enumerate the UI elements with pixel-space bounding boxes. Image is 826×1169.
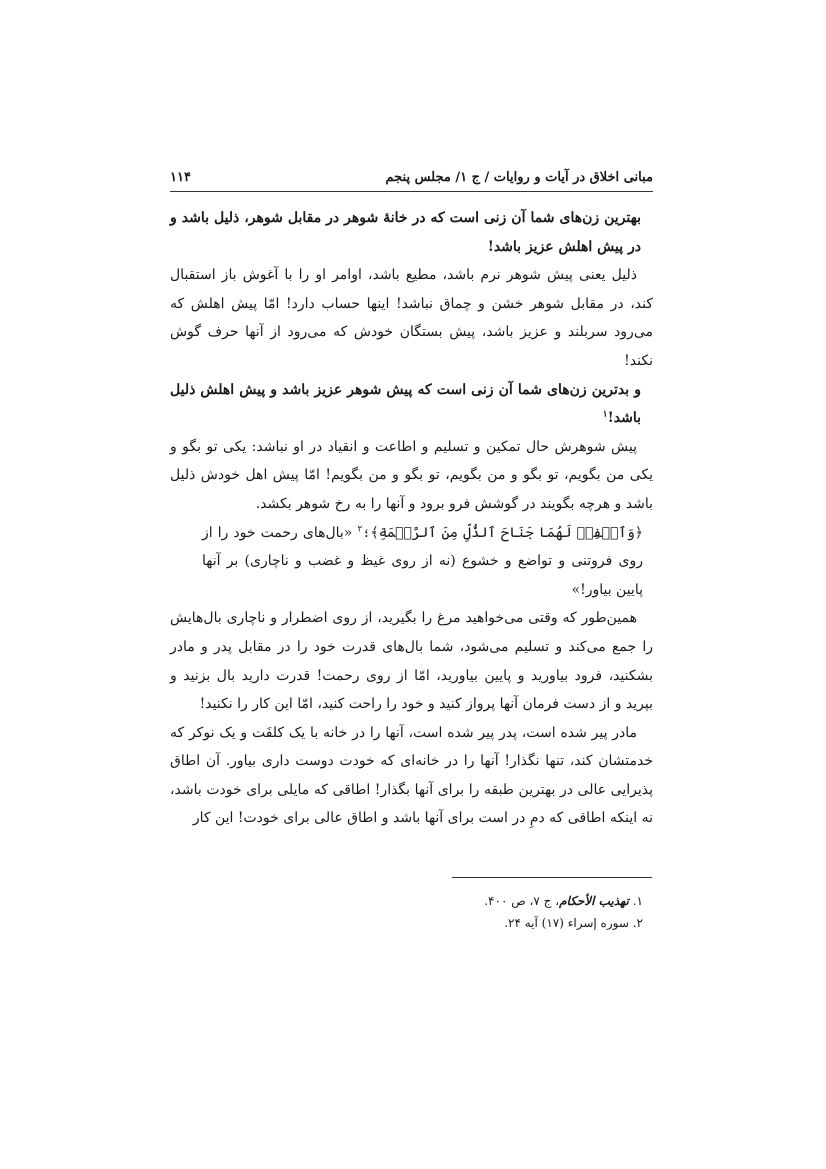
footnotes xyxy=(170,890,653,934)
page-number: ۱۱۴ xyxy=(170,170,191,185)
footnote-2 xyxy=(170,912,643,934)
footnote-number: ۱. xyxy=(632,894,643,908)
footnote-mark: ۲ xyxy=(357,523,363,534)
paragraph: پیش شوهرش حال تمکین و تسلیم و اطاعت و انقیاد در او نباشد: یکی تو بگو و یکی من بگویم، تو بگو و من بگویم، تو بگو و من بگویم! امّا پیش اهل خودش ذلیل باشد و هرچه بگویند در گوشش فرو برود و آنها را به رخ شوهر بکشد. xyxy=(170,438,653,512)
page-content xyxy=(170,170,653,833)
footnote-1 xyxy=(170,890,643,912)
running-header xyxy=(170,170,653,192)
paragraph: مادر پیر شده است، پدر پیر شده است، آنها را در خانه با یک کلفَت و یک نوکر که خدمتشان کند، تنها نگذار! آنها را در خانه‌ای که خودت دوست داری بیاور. آن اطاق پذیرایی عالی در بهترین طبقه را برای آنها بگذار! اطاقی که مایلی برای خودت باشد، نه اینکه اطاقی که دمِ در است برای آنها باشد و اطاق عالی برای خودت! این کار xyxy=(170,724,653,827)
quran-verse: ﴿وَٱخۡفِضۡ لَهُمَا جَنَاحَ ٱلذُّلِّ مِنَ ٱلرَّحۡمَةِ﴾؛ xyxy=(362,524,644,541)
paragraph: ذلیل یعنی پیش شوهر نرم باشد، مطیع باشد، اوامر او را با آغوش باز استقبال کند، در مقابل شوهر خشن و چماق نباشد! اینها حساب دارد! امّا پیش اهلش که می‌رود سربلند و عزیز باشد، پیش بستگان خودش که می‌رود از آنها حرف گوش نکند! xyxy=(170,267,653,369)
hadith-paragraph-2 xyxy=(170,376,653,433)
paragraph: همین‌طور که وقتی می‌خواهید مرغ را بگیرید، از روی اضطرار و ناچاری بال‌هایش را جمع می‌کند و تسلیم می‌شود، شما بال‌های قدرت خود را در مقابل پدر و مادر بشکنید، فرود بیاورید و پایین بیاورید، امّا از روی رحمت! قدرت دارید بال بزنید و بپرید و از دست فرمان آنها پرواز کنید و خود را راحت کنید، امّا این کار را نکنید! xyxy=(170,610,653,713)
footnote-reference: ، ج ۷، ص ۴۰۰. xyxy=(484,894,560,908)
quran-quote xyxy=(170,519,653,605)
footnote-book-title: تهذیب الأحکام xyxy=(559,894,629,908)
footnote-divider xyxy=(452,877,652,878)
footnote-number: ۲. xyxy=(632,916,643,930)
footnote-text: سوره إسراء (۱۷) آیه ۲۴. xyxy=(504,916,629,930)
footnote-mark: ۱ xyxy=(602,409,608,420)
hadith-text: و بدترین زن‌های شما آن زنی است که پیش شوهر عزیز باشد و پیش اهلش ذلیل باشد! xyxy=(170,381,641,427)
hadith-paragraph-1: بهترین زن‌های شما آن زنی است که در خانهٔ شوهر در مقابل شوهر، ذلیل باشد و در پیش اهلش عزیز باشد! xyxy=(170,210,641,255)
body-text xyxy=(170,204,653,833)
header-title: مبانی اخلاق در آیات و روایات / ج ۱/ مجلس پنجم xyxy=(385,170,653,185)
verse-translation: «بال‌های رحمت خود را از روی فروتنی و تواضع و خشوع (نه از روی غیظ و غضب و ناچاری) بر آنها پایین بیاور!» xyxy=(202,524,643,598)
